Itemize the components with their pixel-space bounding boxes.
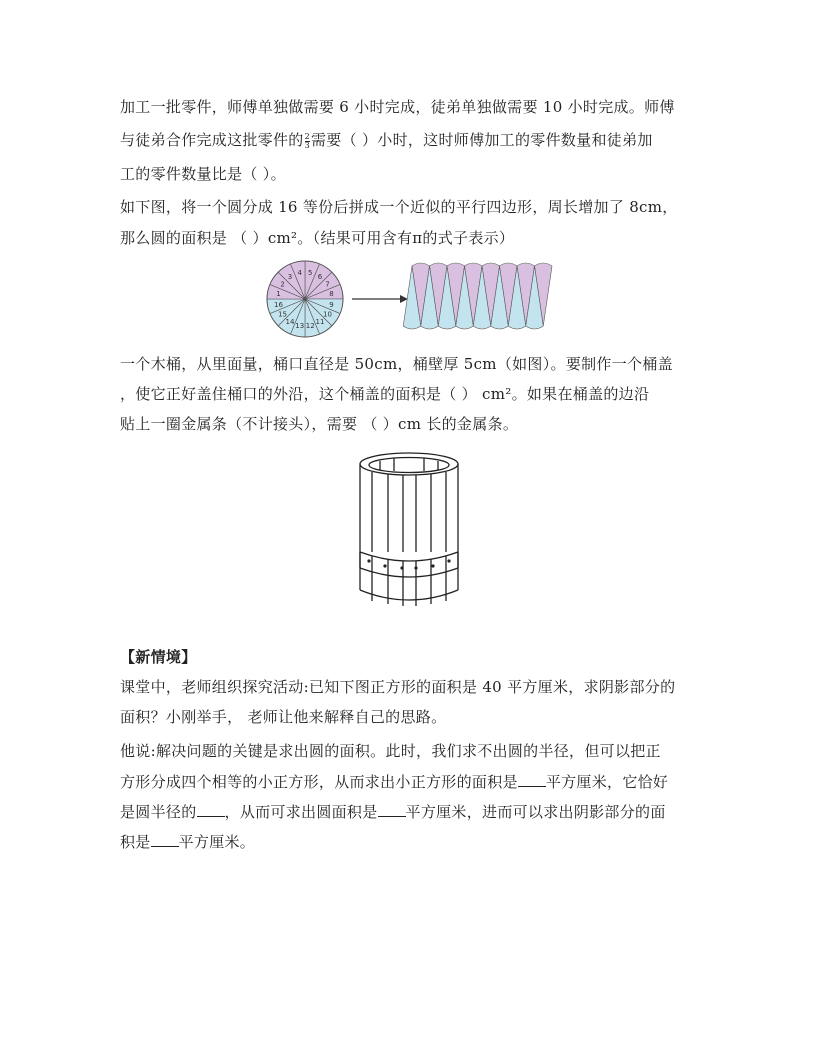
arrow-icon — [352, 295, 408, 303]
circle-to-parallelogram-figure — [262, 258, 562, 342]
problem3-line3: 贴上一圈金属条（不计接头），需要 （ ）cm 长的金属条。 — [120, 415, 519, 433]
wooden-bucket-figure — [356, 450, 462, 606]
fraction — [305, 133, 310, 150]
sector-label: 6 — [317, 273, 323, 282]
answer-blank-2[interactable] — [197, 802, 225, 817]
section-line5-middle: ，从而可求出圆面积是 — [224, 803, 378, 821]
fraction-denominator: 3 — [304, 140, 310, 150]
section-line5-start: 是圆半径的 — [120, 803, 197, 821]
sector-label: 3 — [287, 273, 293, 282]
sector-label: 8 — [329, 290, 334, 299]
problem1-line3: 工的零件数量比是（ ）。 — [120, 165, 286, 183]
section-line2: 面积？小刚举手， 老师让他来解释自己的思路。 — [120, 708, 447, 726]
section-line6-start: 积是 — [120, 833, 151, 851]
section-line1: 课堂中，老师组织探究活动:已知下图正方形的面积是 40 平方厘米，求阴影部分的 — [120, 678, 676, 696]
sector-label: 13 — [295, 321, 305, 330]
section-line4-start: 方形分成四个相等的小正方形，从而求出小正方形的面积是 — [120, 773, 518, 791]
problem3-line1: 一个木桶，从里面量，桶口直径是 50cm，桶壁厚 5cm（如图）。要制作一个桶盖 — [120, 355, 673, 373]
sector-label: 5 — [308, 269, 313, 278]
problem1-line2-end: 需要（ ）小时，这时师傅加工的零件数量和徒弟加 — [311, 131, 653, 149]
problem3-line2: ，使它正好盖住桶口的外沿，这个桶盖的面积是（ ） cm²。如果在桶盖的边沿 — [120, 385, 650, 403]
divided-circle — [267, 261, 343, 337]
section-line5-end: 平方厘米，进而可以求出阴影部分的面 — [405, 803, 666, 821]
problem1-line2-start: 与徒弟合作完成这批零件的 — [120, 131, 304, 149]
sector-label: 11 — [315, 317, 325, 326]
sector-label: 1 — [276, 290, 281, 299]
sector-label: 15 — [278, 310, 288, 319]
sector-label: 7 — [325, 280, 330, 289]
section-line3: 他说:解决问题的关键是求出圆的面积。此时，我们求不出圆的半径，但可以把正 — [120, 742, 661, 760]
answer-blank-4[interactable] — [151, 832, 179, 847]
sector-label: 14 — [285, 317, 295, 326]
answer-blank-1[interactable] — [518, 772, 546, 787]
sector-label: 9 — [329, 300, 334, 309]
problem1-line1: 加工一批零件，师傅单独做需要 6 小时完成，徒弟单独做需要 10 小时完成。师傅 — [120, 98, 675, 116]
approximate-parallelogram — [403, 263, 552, 329]
sector-label: 16 — [274, 300, 283, 309]
section-line4 — [120, 772, 700, 792]
answer-blank-3[interactable] — [378, 802, 406, 817]
sector-label: 10 — [322, 310, 332, 319]
sector-label: 4 — [297, 269, 302, 278]
section-line6-end: 平方厘米。 — [178, 833, 256, 851]
problem1-line2 — [120, 130, 700, 150]
problem2-line2: 那么圆的面积是 （ ）cm²。（结果可用含有π的式子表示） — [120, 229, 515, 247]
sector-label: 2 — [280, 280, 285, 289]
problem2-line1: 如下图，将一个圆分成 16 等份后拼成一个近似的平行四边形，周长增加了 8cm， — [120, 198, 678, 216]
section-line5 — [120, 802, 700, 822]
section-line4-end: 平方厘米，它恰好 — [545, 773, 669, 791]
fraction-numerator: 2 — [304, 131, 310, 141]
section-heading: 【新情境】 — [120, 648, 197, 666]
sector-label: 12 — [305, 321, 315, 330]
section-line6 — [120, 832, 700, 852]
